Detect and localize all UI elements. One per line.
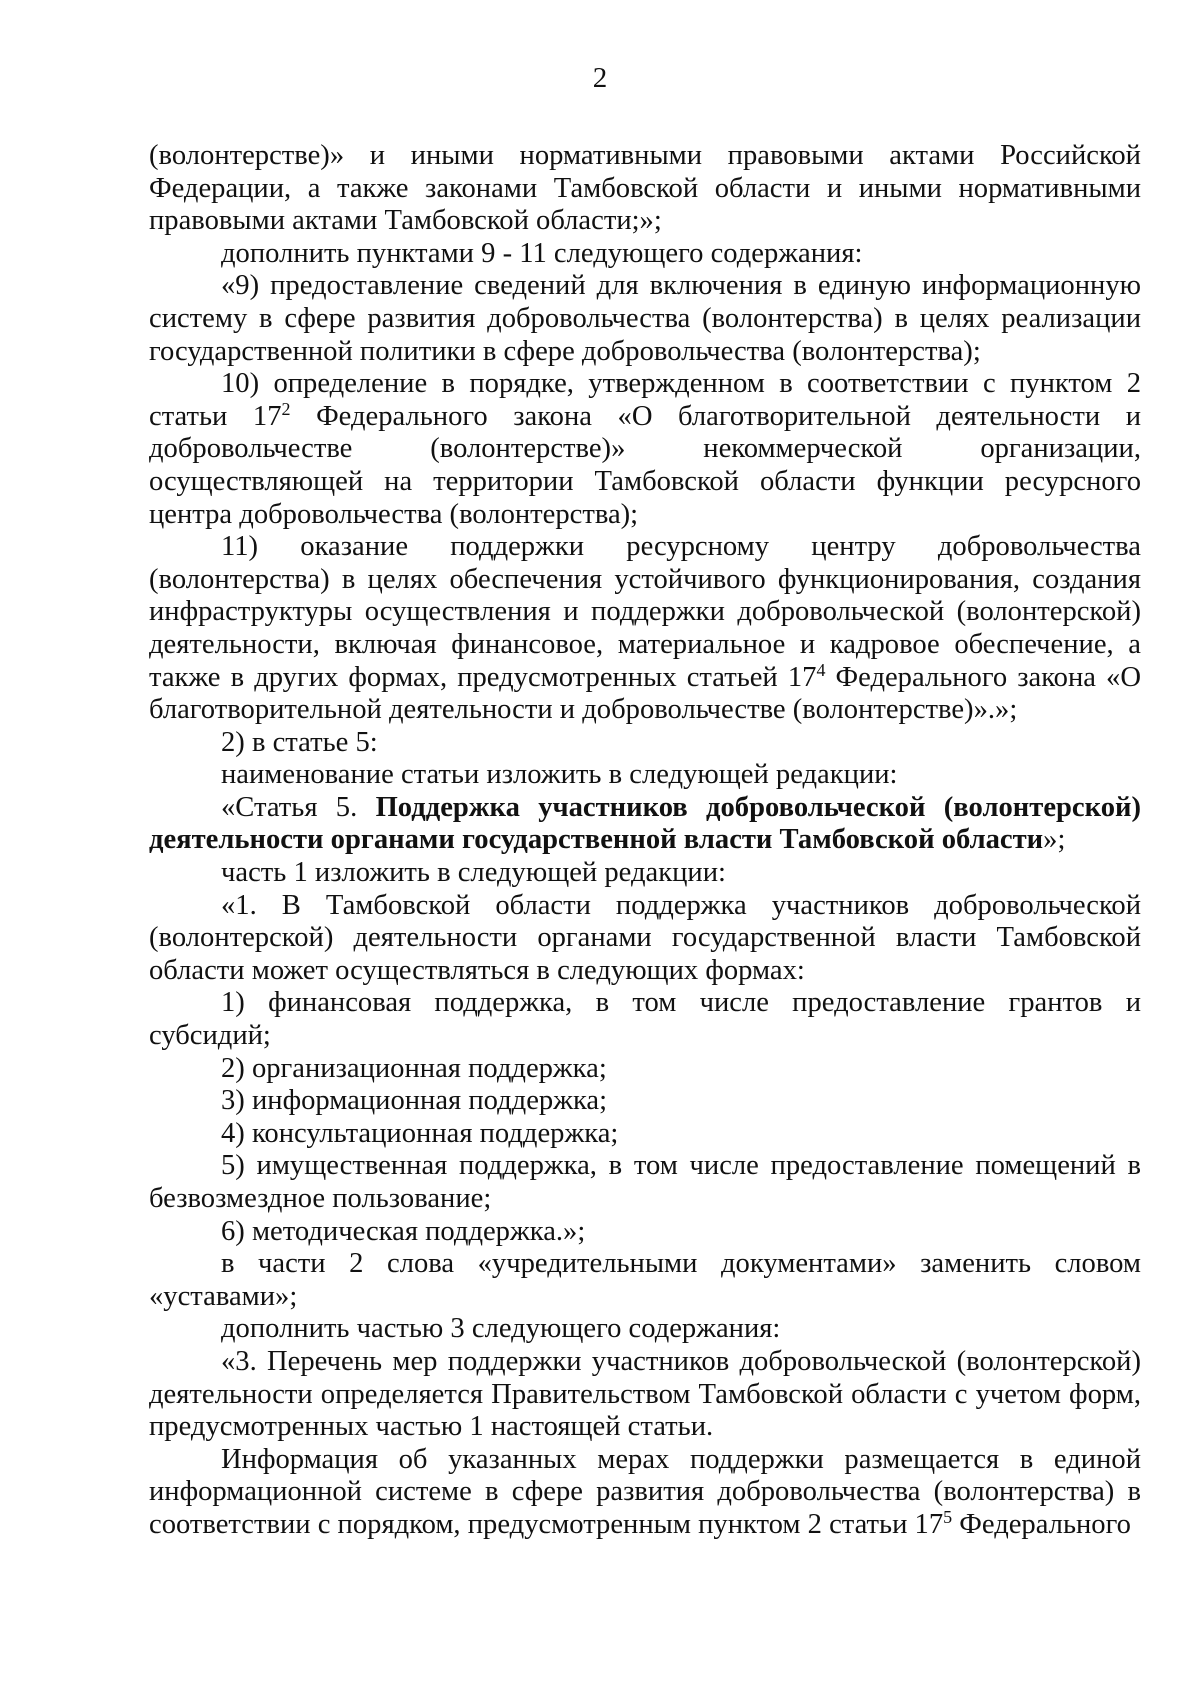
paragraph-20-text-a: Информация об указанных мерах поддержки размещается в единой информационной системе в сфере развития добровольчества (волонтерства) в соответствии с порядком, предусмотренным пунктом 2 статьи 17 xyxy=(149,1443,1141,1540)
paragraph-13: 3) информационная поддержка; xyxy=(221,1085,608,1117)
paragraph-14: 4) консультационная поддержка; xyxy=(221,1117,619,1149)
paragraph-9: часть 1 изложить в следующей редакции: xyxy=(221,857,726,889)
article-title-bold: Поддержка участников добровольческой (волонтерской) деятельности органами государственной власти Тамбовской области xyxy=(149,791,1142,856)
paragraph-5-superscript: 4 xyxy=(816,659,826,680)
paragraph-4-text-b: Федерального закона «О благотворительной деятельности и добровольчестве (волонтерстве)» некоммерческой организации, осуществляющей на территории Тамбовской области функции ресурсного центра добровольчества (волонтерства); xyxy=(149,400,1141,530)
paragraph-11: 1) финансовая поддержка, в том числе предоставление грантов и субсидий; xyxy=(149,987,1141,1052)
paragraph-5-text-a: 11) оказание поддержки ресурсному центру добровольчества (волонтерства) в целях обеспечения устойчивого функционирования, создания инфраструктуры осуществления и поддержки добровольческой (волонтерской) деятельности, включая финансовое, материальное и кадровое обеспечение, а также в других формах, предусмотренных статьей 17 xyxy=(149,531,1141,693)
paragraph-6: 2) в статье 5: xyxy=(221,726,378,758)
paragraph-16: 6) методическая поддержка.»; xyxy=(221,1215,586,1247)
paragraph-8 xyxy=(149,792,1141,857)
paragraph-12: 2) организационная поддержка; xyxy=(221,1052,607,1084)
paragraph-18: дополнить частью 3 следующего содержания: xyxy=(221,1313,781,1345)
paragraph-17: в части 2 слова «учредительными документами» заменить словом «уставами»; xyxy=(149,1248,1141,1312)
paragraph-10: «1. В Тамбовской области поддержка участников добровольческой (волонтерской) деятельности органами государственной власти Тамбовской области может осуществляться в следующих формах: xyxy=(149,889,1141,986)
paragraph-2: дополнить пунктами 9 - 11 следующего содержания: xyxy=(221,237,863,269)
paragraph-7: наименование статьи изложить в следующей редакции: xyxy=(221,759,898,791)
paragraph-5 xyxy=(149,531,1141,727)
paragraph-4-superscript: 2 xyxy=(281,398,291,419)
document-body xyxy=(149,140,1141,1542)
paragraph-5-text-b: Федерального закона «О благотворительной деятельности и добровольчестве (волонтерстве)».»; xyxy=(149,661,1141,726)
paragraph-4-text-a: 10) определение в порядке, утвержденном в соответствии с пунктом 2 статьи 17 xyxy=(149,368,1141,432)
paragraph-3: «9) предоставление сведений для включения в единую информационную систему в сфере развития добровольчества (волонтерства) в целях реализации государственной политики в сфере добровольчества (волонтерства); xyxy=(149,270,1141,367)
paragraph-1: (волонтерстве)» и иными нормативными правовыми актами Российской Федерации, а также законами Тамбовской области и иными нормативными правовыми актами Тамбовской области;»; xyxy=(149,140,1141,237)
paragraph-4 xyxy=(149,368,1141,531)
paragraph-20 xyxy=(149,1444,1141,1542)
paragraph-20-text-b: Федерального xyxy=(952,1508,1131,1540)
page-number: 2 xyxy=(592,62,608,94)
paragraph-8-text-b: »; xyxy=(1043,824,1066,856)
paragraph-19: «3. Перечень мер поддержки участников добровольческой (волонтерской) деятельности определяется Правительством Тамбовской области с учетом форм, предусмотренных частью 1 настоящей статьи. xyxy=(149,1345,1141,1443)
paragraph-20-superscript: 5 xyxy=(943,1506,953,1527)
paragraph-15: 5) имущественная поддержка, в том числе предоставление помещений в безвозмездное пользование; xyxy=(149,1150,1141,1214)
paragraph-8-text-a: «Статья 5. xyxy=(221,791,376,823)
